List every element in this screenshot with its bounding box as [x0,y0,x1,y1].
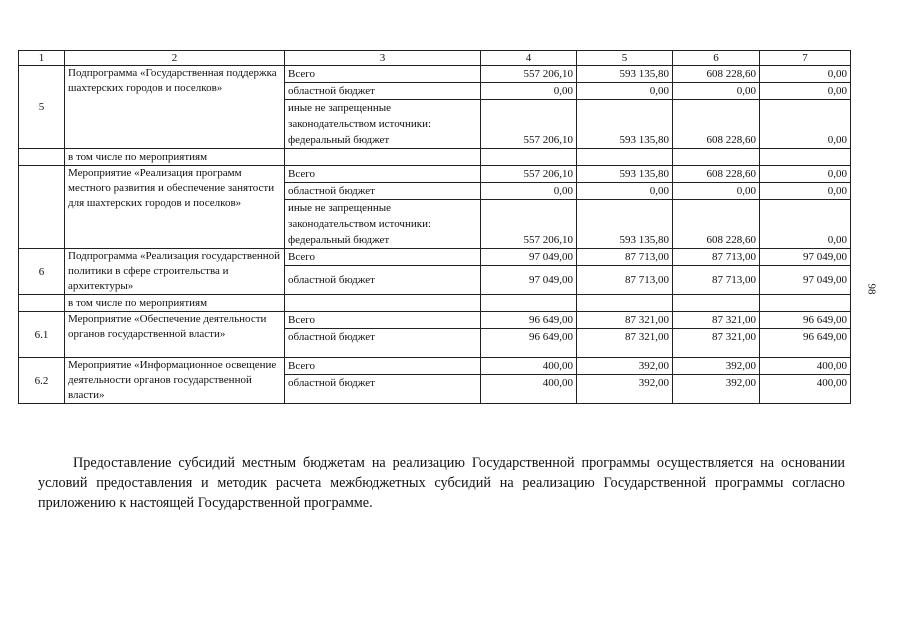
value-cell: 400,00 [481,375,577,404]
value-cell: 593 135,80 [577,66,673,83]
value-cell: 557 206,10 [481,166,577,183]
value-cell: 97 049,00 [481,249,577,266]
value-cell: 0,00 [760,100,851,149]
value-cell: 392,00 [577,358,673,375]
value-cell: 96 649,00 [481,312,577,329]
header-row [19,51,851,66]
table-row [19,149,851,166]
value-cell: 97 049,00 [760,266,851,295]
value-cell: 87 713,00 [577,249,673,266]
value-cell: 97 049,00 [481,266,577,295]
value-cell: 0,00 [760,66,851,83]
value-cell: 0,00 [760,83,851,100]
value-cell: 0,00 [673,83,760,100]
value-cell: 593 135,80 [577,100,673,149]
value-cell: 87 321,00 [577,312,673,329]
value-cell: 0,00 [577,83,673,100]
source-label: областной бюджет [285,83,481,100]
value-cell: 87 321,00 [673,312,760,329]
value-cell: 557 206,10 [481,66,577,83]
table-row [19,295,851,312]
row-number: 6 [19,249,65,295]
table-row [19,312,851,329]
row-number: 6.1 [19,312,65,358]
value-cell: 0,00 [673,183,760,200]
value-cell: 87 713,00 [577,266,673,295]
value-cell: 87 713,00 [673,266,760,295]
value-cell: 87 321,00 [577,329,673,358]
source-label: Всего [285,358,481,375]
source-label: областной бюджет [285,329,481,358]
table-row [19,166,851,183]
row-number: 5 [19,66,65,149]
source-label: Всего [285,66,481,83]
value-cell: 400,00 [760,358,851,375]
other-sources-label: иные не запрещенные законодательством источники: [288,102,432,130]
value-cell: 0,00 [481,183,577,200]
value-cell: 593 135,80 [577,200,673,249]
value-cell: 593 135,80 [577,166,673,183]
including-label: в том числе по мероприятиям [65,149,285,166]
value-cell: 96 649,00 [760,329,851,358]
value-cell: 0,00 [481,83,577,100]
value-cell: 96 649,00 [760,312,851,329]
table-row [19,66,851,83]
value-cell: 0,00 [760,166,851,183]
value-cell: 608 228,60 [673,166,760,183]
value-cell: 392,00 [673,375,760,404]
header-cell: 1 [19,51,65,66]
program-name: Подпрограмма «Государственная поддержка шахтерских городов и поселков» [65,66,285,149]
program-name: Подпрограмма «Реализация государственной политики в сфере строительства и архитектуры» [65,249,285,295]
value-cell: 392,00 [673,358,760,375]
value-cell: 608 228,60 [673,200,760,249]
table-row [19,358,851,375]
row-number: 6.2 [19,358,65,404]
value-cell: 97 049,00 [760,249,851,266]
header-cell: 4 [481,51,577,66]
row-number [19,166,65,249]
source-label: Всего [285,166,481,183]
page-number: 98 [865,283,878,295]
value-cell: 0,00 [577,183,673,200]
source-label: областной бюджет [285,183,481,200]
value-cell: 608 228,60 [673,66,760,83]
value-cell: 87 321,00 [673,329,760,358]
header-cell: 6 [673,51,760,66]
value-cell: 608 228,60 [673,100,760,149]
source-label [285,200,481,249]
source-label: Всего [285,249,481,266]
value-cell: 557 206,10 [481,200,577,249]
table-row [19,249,851,266]
body-paragraph: Предоставление субсидий местным бюджетам на реализацию Государственной программы осуществляется на основании условий предоставления и методик расчета межбюджетных субсидий на реализацию Государственной программы согласно приложению к настоящей Государственной программе. [38,455,845,512]
other-sources-label: иные не запрещенные законодательством источники: [288,202,432,230]
value-cell: 400,00 [760,375,851,404]
value-cell: 400,00 [481,358,577,375]
value-cell: 87 713,00 [673,249,760,266]
program-name: Мероприятие «Обеспечение деятельности органов государственной власти» [65,312,285,358]
federal-label: федеральный бюджет [288,134,390,146]
budget-table [18,50,851,404]
federal-label: федеральный бюджет [288,234,390,246]
value-cell: 0,00 [760,200,851,249]
header-cell: 5 [577,51,673,66]
header-cell: 2 [65,51,285,66]
program-name: Мероприятие «Информационное освещение деятельности органов государственной власти» [65,358,285,404]
header-cell: 7 [760,51,851,66]
source-label: областной бюджет [285,266,481,295]
header-cell: 3 [285,51,481,66]
including-label: в том числе по мероприятиям [65,295,285,312]
program-name: Мероприятие «Реализация программ местного развития и обеспечение занятости для шахтерских городов и поселков» [65,166,285,249]
source-label: областной бюджет [285,375,481,404]
value-cell: 392,00 [577,375,673,404]
source-label [285,100,481,149]
source-label: Всего [285,312,481,329]
value-cell: 557 206,10 [481,100,577,149]
value-cell: 96 649,00 [481,329,577,358]
value-cell: 0,00 [760,183,851,200]
